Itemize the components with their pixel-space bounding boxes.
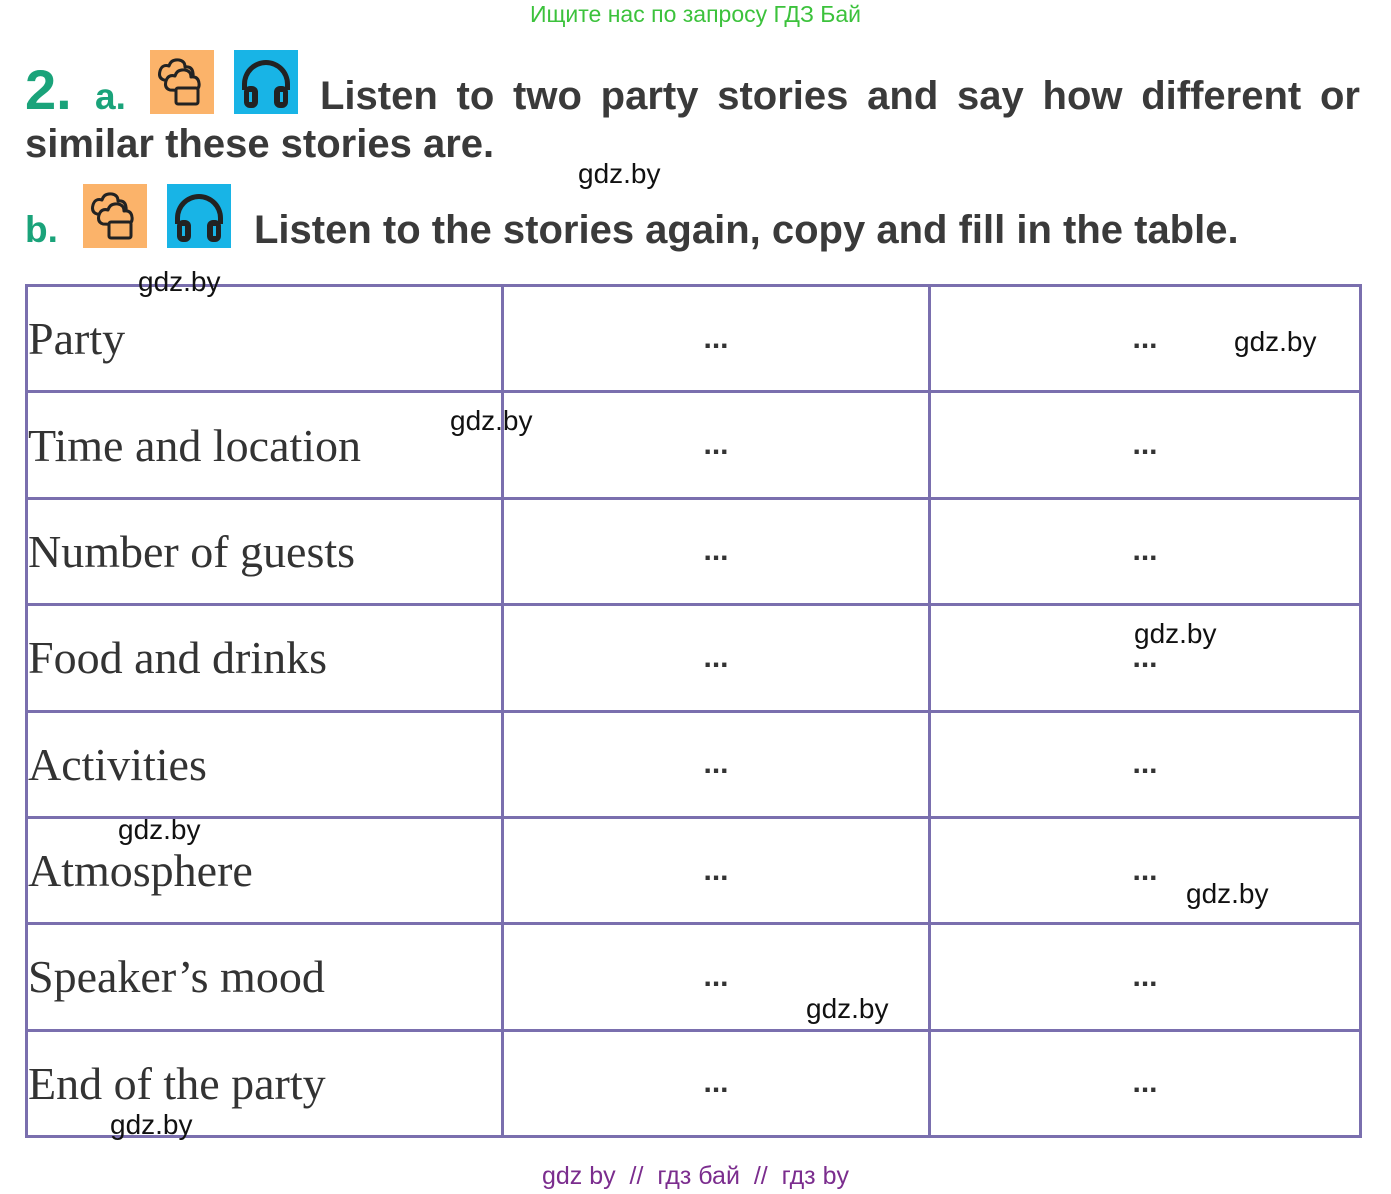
part-a-instruction-line1: Listen to two party stories and say how different or <box>320 74 1360 118</box>
watermark: gdz.by <box>1234 326 1317 357</box>
table-cell: ... <box>930 817 1361 923</box>
watermark: gdz.by <box>118 814 201 845</box>
table-cell: ... <box>930 392 1361 498</box>
group-work-icon <box>150 50 214 114</box>
table-cell: ... <box>930 286 1361 392</box>
table-row <box>27 286 1361 392</box>
table-row <box>27 924 1361 1030</box>
table-row <box>27 1030 1361 1136</box>
part-a-letter: a. <box>95 76 126 117</box>
row-label-atmosphere: Atmosphere <box>27 817 503 923</box>
table-row <box>27 392 1361 498</box>
table-row <box>27 498 1361 604</box>
watermark: gdz.by <box>578 158 661 189</box>
watermark: gdz.by <box>450 405 533 436</box>
row-label-end-of-party: End of the party <box>27 1030 503 1136</box>
row-label-food-drinks: Food and drinks <box>27 605 503 711</box>
table-cell: ... <box>503 605 930 711</box>
part-b-letter: b. <box>25 209 58 250</box>
party-table <box>25 284 1362 1138</box>
watermark: gdz.by <box>110 1109 193 1140</box>
watermark: gdz.by <box>806 993 889 1024</box>
row-label-time-location: Time and location <box>27 392 503 498</box>
table-cell: ... <box>503 498 930 604</box>
part-b-instruction: Listen to the stories again, copy and fill in the table. <box>254 208 1239 252</box>
table-cell: ... <box>503 286 930 392</box>
table-cell: ... <box>930 924 1361 1030</box>
table-cell: ... <box>503 817 930 923</box>
table-cell: ... <box>503 1030 930 1136</box>
row-label-party: Party <box>27 286 503 392</box>
top-banner: Ищите нас по запросу ГДЗ Бай <box>529 1 862 27</box>
headphones-icon <box>167 184 231 248</box>
table-row <box>27 711 1361 817</box>
table-cell: ... <box>503 711 930 817</box>
headphones-icon <box>234 50 298 114</box>
row-label-speakers-mood: Speaker’s mood <box>27 924 503 1030</box>
table-cell: ... <box>930 711 1361 817</box>
group-work-icon <box>83 184 147 248</box>
watermark: gdz.by <box>1186 878 1269 909</box>
row-label-activities: Activities <box>27 711 503 817</box>
table-cell: ... <box>503 392 930 498</box>
table-cell: ... <box>930 498 1361 604</box>
table-cell: ... <box>930 1030 1361 1136</box>
part-a-instruction-line2: similar these stories are. <box>25 122 495 166</box>
watermark: gdz.by <box>138 266 221 297</box>
table-cell: ... <box>503 924 930 1030</box>
table-cell: ... <box>930 605 1361 711</box>
footer-links: gdz by // гдз бай // гдз by <box>541 1162 849 1190</box>
exercise-number: 2. <box>25 58 72 121</box>
table-row <box>27 817 1361 923</box>
row-label-number-of-guests: Number of guests <box>27 498 503 604</box>
watermark: gdz.by <box>1134 618 1217 649</box>
